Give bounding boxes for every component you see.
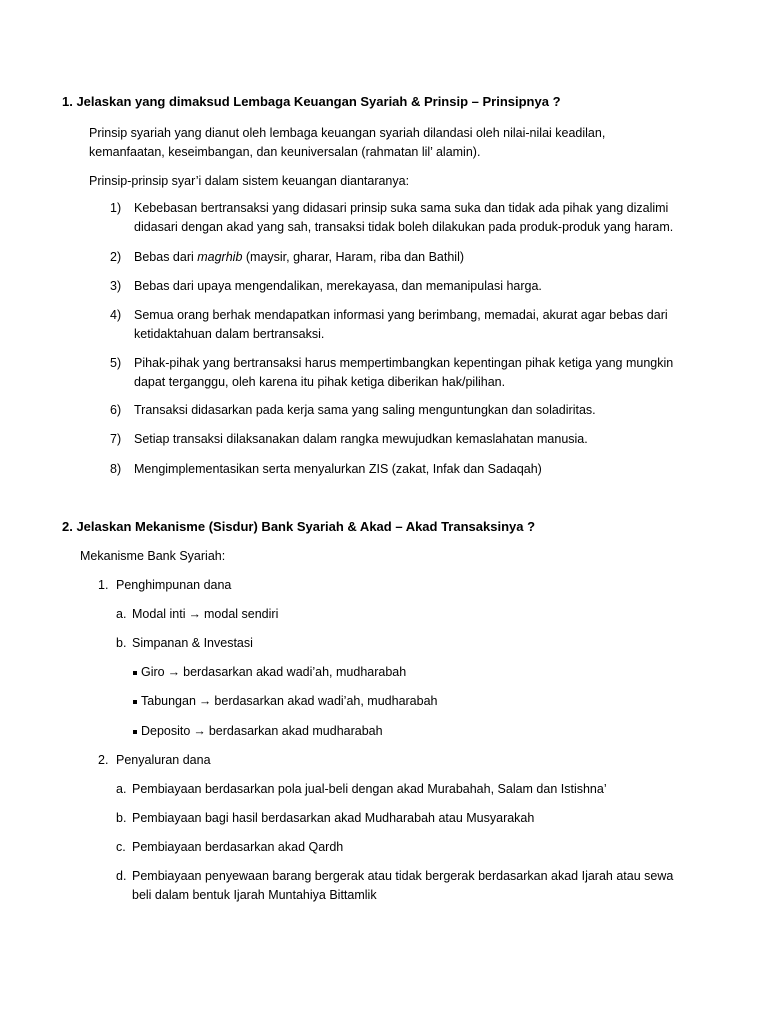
section-1-heading: 1. Jelaskan yang dimaksud Lembaga Keuangan Syariah & Prinsip – Prinsipnya ? (62, 94, 561, 109)
square-bullet-icon (133, 671, 137, 675)
section-2-intro: Mekanisme Bank Syariah: (80, 549, 226, 563)
section-1-lead: Prinsip-prinsip syar’i dalam sistem keuangan diantaranya: (89, 174, 410, 188)
section-2-heading: 2. Jelaskan Mekanisme (Sisdur) Bank Syariah & Akad – Akad Transaksinya ? (62, 519, 536, 534)
document-page: 1. Jelaskan yang dimaksud Lembaga Keuangan Syariah & Prinsip – Prinsipnya ? Prinsip syariah yang dianut oleh lembaga keuangan syariah dilandasi oleh nilai-nilai keadilan, kemanfaatan, keseimbangan, dan keuniversalan (rahmatan lil’ alamin). Prinsip-prinsip syar’i dalam sistem keuangan diantaranya: 1) Kebebasan bertransaksi yang didasari prinsip suka sama suka dan tidak ada pihak yang dizalimi didasari dengan akad yang sah, transaksi tidak boleh dilakukan pada produk-produk yang haram. 2) Bebas dari magrhib (maysir, gharar, Haram, riba dan Bathil) 3) Bebas dari upaya mengendalikan, merekayasa, dan memanipulasi harga. 4) Semua orang berhak mendapatkan informasi yang berimbang, memadai, akurat agar bebas dari ketidaktahuan dalam bertransaksi. 5) Pihak-pihak yang bertransaksi harus mempertimbangkan kepentingan pihak ketiga yang mungkin dapat terganggu, oleh karena itu pihak ketiga diberikan hak/pilihan. 6) Transaksi didasarkan pada kerja sama yang saling menguntungkan dan soladiritas. 7) Setiap transaksi dilaksanakan dalam rangka mewujudkan kemaslahatan manusia. 8) Mengimplementasikan serta menyalurkan ZIS (zakat, Infak dan Sadaqah) 2. Jelaskan Mekanisme (Sisdur) Bank Syariah & Akad – Akad Transaksinya ? Mekanisme Bank Syariah: 1. Penghimpunan dana a. Modal inti → modal sendiri b. Simpanan & Investasi Giro → berdasarkan akad wadi’ah, mudharabah Tabungan → berdasarkan akad wadi’ah, mudharabah Deposito → berdasarkan akad mudharabah 2. Penyaluran dana a. Pembiayaan berdasarkan pola jual-beli dengan akad Murabahah, Salam dan Istishna’ b. Pembiayaan bagi hasil berdasarkan akad Mudharabah atau Musyarakah c. Pembiayaan berdasarkan akad Qardh d. Pembiayaan penyewaan barang bergerak atau tidak bergerak berdasarkan akad Ijarah atau sewa beli dalam bentuk Ijarah Muntahiya Bittamlik (62, 94, 674, 902)
list-item: Deposito → berdasarkan akad mudharabah (133, 722, 383, 741)
list-item: Tabungan → berdasarkan akad wadi’ah, mudharabah (133, 692, 438, 711)
square-bullet-icon (133, 700, 137, 704)
list-item: Giro → berdasarkan akad wadi’ah, mudharabah (133, 663, 406, 682)
section-1-intro: Prinsip syariah yang dianut oleh lembaga keuangan syariah dilandasi oleh nilai-nilai keadilan, kemanfaatan, keseimbangan, dan keuniversalan (rahmatan lil’ alamin). (89, 126, 606, 159)
arrow-right-icon: → (193, 724, 206, 738)
arrow-right-icon: → (167, 665, 181, 679)
arrow-right-icon: → (198, 694, 212, 708)
square-bullet-icon (133, 730, 137, 734)
arrow-right-icon: → (188, 607, 201, 621)
